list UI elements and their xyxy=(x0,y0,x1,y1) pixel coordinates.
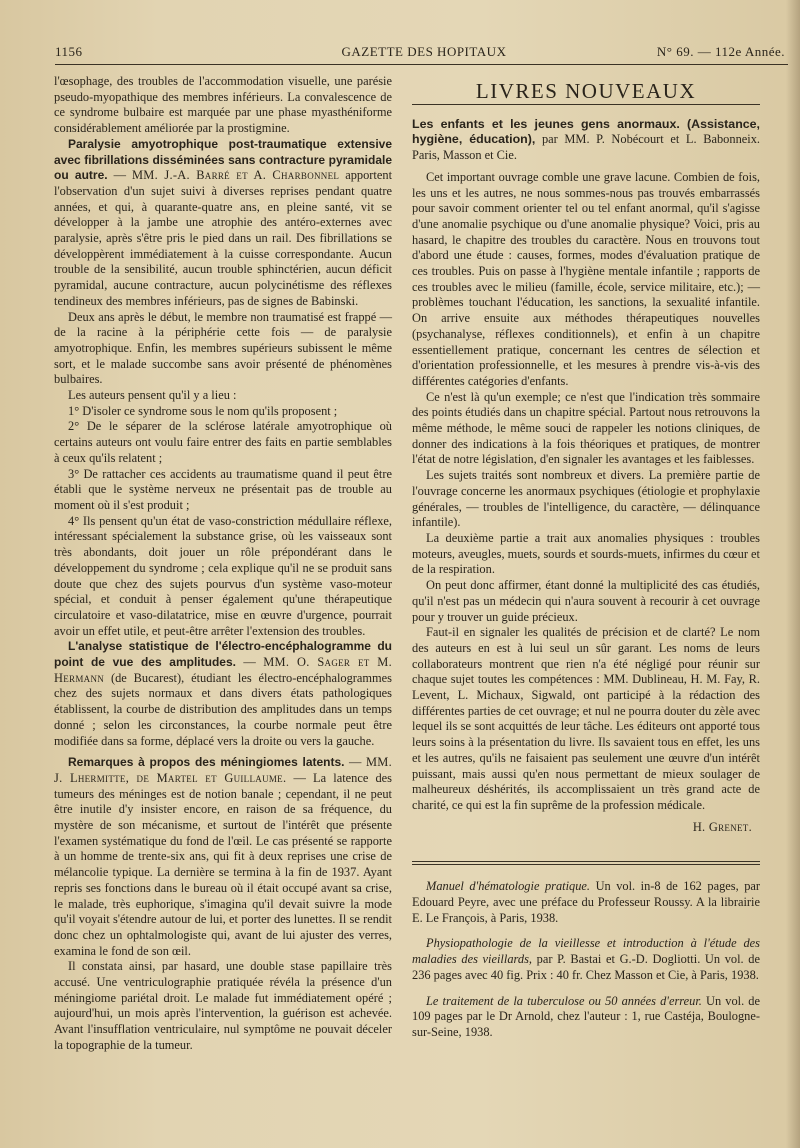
page-spine-shadow xyxy=(786,0,800,1148)
article-heading: Paralysie amyotrophique post-traumatique extensive avec fibrillations disséminées sans contracture pyramidale ou autre. xyxy=(54,136,392,183)
paragraph: Faut-il en signaler les qualités de précision et de clarté? Le nom des auteurs en est à lui seul un sûr garant. Les noms de leurs collaborateurs montrent que rien n'a été négligé pour réunir sur chaque sujet toutes les compétences : MM. Dublineau, H. M. Fay, R. Levent, L. Michaux, Sigwald, ont participé à la rédaction des différentes parties de cet ouvrage; et nul ne pourra douter du zèle avec lequel ils se sont acquittés de leur tâche. Les éditeurs ont apporté tous leurs soins à la présentation du livre. Ils savaient tous en effet, les uns et les autres, qu'ils ne faisaient pas seulement une œuvre d'un intérêt puissant, mais aussi qu'en nous permettant de mieux soulager de malheureux déshérités, ils accomplissaient un très grand acte de charité, ce qui est la fin suprême de la profession médicale. xyxy=(412,625,760,812)
review-signature: H. Grenet. xyxy=(692,819,752,834)
page-number: 1156 xyxy=(55,44,83,59)
paragraph: La deuxième partie a trait aux anomalies physiques : troubles moteurs, aveugles, muets, sourds et sourds-muets, infirmes du cœur et de la respiration. xyxy=(412,530,760,577)
book-entry xyxy=(412,117,760,164)
paragraph-text: La latence des tumeurs des méninges est de notion banale ; cependant, il ne peut être inutile d'y insister encore, en raison de sa fréquence, du mystère de son mécanisme, et surtout de l'intérêt que présente l'examen systématique du fond de l'œil. Le cas présenté se rapporte à un homme de trente-six ans, qui fit à deux reprises une crise de mélancolie typique. La dernière se termina à la fin de 1937. Ayant repris ses fonctions dans le bureau où il était occupé avant sa crise, le malade, très euphorique, s'imagina qu'il devait suivre la mode qu'il voyait s'étendre autour de lui, et porter des lunettes. Il se rendit donc chez un ophtalmologiste qui, avant de lui ajuster des verres, examina le fond de son œil. xyxy=(54,770,392,958)
article-authors: MM. J. Lhermitte, de Martel et Guillaume. xyxy=(54,755,392,785)
running-header xyxy=(55,44,793,62)
list-item: 4° Ils pensent qu'un état de vaso-constriction médullaire réflexe, intéressant spécialement la substance grise, où les vaisseaux sont très abondants, doit jouer un rôle prépondérant dans le développement du syndrome ; cela explique qu'il ne se produit sans doute que chez des sujets pourvus d'un système vaso-moteur spécial, et conduit à penser également qu'une thérapeutique circulatoire et vaso-dilatatrice, mise en œuvre d'urgence, pourrait avoir un effet utile, et peut-être arrêter l'extension des troubles. xyxy=(54,513,392,638)
reference-text: Un vol. in-8 de 162 pages, par Edouard Peyre, avec une préface du Professeur Roussy. A la librairie E. Le François, à Paris, 1938. xyxy=(412,879,761,925)
paragraph: Cet important ouvrage comble une grave lacune. Combien de fois, les uns et les autres, ne nous sommes-nous pas trouvés embarrassés pour savoir comment orienter tel ou tel enfant anormal, qu'il s'agisse d'une anomalie psychique ou d'une anomalie physique? Voici, pris au hasard, le chapitre des troubles du caractère. Nous en trouvons tout d'abord une étude : causes, formes, modes d'évaluation pratique de ces troubles. Puis on passe à l'hygiène mentale infantile ; rapports de ces troubles avec le milieu (famille, école, service militaire, etc.); — problèmes touchant l'éducation, les sanctions, la sexualité infantile. On arrive ensuite aux méthodes thérapeutiques nouvelles (psychanalyse, réflexes conditionnels), et enfin à un chapitre essentiellement pratique, concernant les centres de sélection et d'orientation professionnelle, et les mesures à prendre vis-à-vis des différentes catégories d'enfants. xyxy=(412,169,760,388)
article-paralysie: Paralysie amyotrophique post-traumatique extensive avec fibrillations disséminées sans contracture pyramidale ou autre. — MM. J.-A. Barré et A. Charbonnel apportent l'observation d'un sujet suivi à diverses reprises pendant quatre années, et qui, à quarante-quatre ans, en pleine santé, vit se développer à la jambe une atrophie des antéro-externes avec paralysie, après s'être pris le pied dans un rail. Des fibrillations se développèrent immédiatement à la cuisse correspondante. Aucun trouble de la sensibilité, aucun trouble sphinctérien, aucun déficit pyramidal, aucune contracture, aucun polycinétisme des réflexes tendineux des membres inférieurs, pas de signes de Babinski. xyxy=(54,136,393,308)
paragraph: Il constata ainsi, par hasard, une double stase papillaire très accusé. Une ventriculographie pratiquée révéla la présence d'un méningiome pariétal droit. Le malade fut immédiatement opéré ; aujourd'hui, un mois après l'intervention, la guérison est achevée. Avant l'insufflation ventriculaire, nul symptôme ne pouvait déceler la topographie de la tumeur. xyxy=(54,959,392,1052)
paragraph: Les auteurs pensent qu'il y a lieu : xyxy=(68,388,237,403)
paragraph: Deux ans après le début, le membre non traumatisé est frappé — de la racine à la périphérie cette fois — de paralysie amyotrophique. Enfin, les membres supérieurs subissent le même sort, et le malade succombe sans avoir présenté de phénomènes bulbaires. xyxy=(54,309,392,387)
article-authors: MM. J.-A. Barré et A. Charbonnel xyxy=(131,168,340,183)
paragraph-text: apportent l'observation d'un sujet suivi à diverses reprises pendant quatre années, et qui, à quarante-quatre ans, en pleine santé, vit se développer à la jambe une atrophie des antéro-externes avec paralysie, après s'être pris le pied dans un rail. Des fibrillations se développèrent immédiatement à la cuisse correspondante. Aucun trouble de la sensibilité, aucun trouble sphinctérien, aucun déficit pyramidal, aucune contracture, aucun polycinétisme des réflexes tendineux des membres inférieurs, pas de signes de Babinski. xyxy=(54,168,393,308)
paragraph: Les sujets traités sont nombreux et divers. La première partie de l'ouvrage concerne les anormaux psychiques (étiologie et prophylaxie générales, — troubles de l'intelligence, du caractère, — délinquance infantile). xyxy=(412,468,760,530)
paragraph: Ce n'est là qu'un exemple; ce n'est que l'indication très sommaire des points étudiés dans un chapitre spécial. Partout nous retrouvons la même méthode, le même souci de rappeler les notions cliniques, de donner des indications à la fois théoriques et pratiques, de montrer l'état de notre législation, d'en signaler les avantages et les faiblesses. xyxy=(412,389,760,467)
paragraph: On peut donc affirmer, étant donné la multiplicité des cas étudiés, qu'il n'est pas un médecin qui n'aura souvent à recourir à cet ouvrage pour y trouver un guide précieux. xyxy=(412,578,760,624)
journal-title: GAZETTE DES HOPITAUX xyxy=(341,44,507,59)
section-rule xyxy=(412,104,760,105)
reference-title: Physiopathologie de la vieillesse et introduction à l'étude des maladies des vieillards, xyxy=(412,936,760,967)
header-rule xyxy=(55,64,788,65)
list-item: 1° D'isoler ce syndrome sous le nom qu'ils proposent ; xyxy=(68,403,338,418)
article-meningiomes: Remarques à propos des méningiomes latents. — MM. J. Lhermitte, de Martel et Guillaume. — La latence des tumeurs des méninges est de notion banale ; cependant, il ne peut être inutile d'y insister encore, en raison de sa fréquence, du mystère de son mécanisme, et surtout de l'intérêt que présente l'examen systématique du fond de l'œil. Le cas présenté se rapporte à un homme de trente-six ans, qui fit à deux reprises une crise de mélancolie typique. La dernière se termina à la fin de 1937. Ayant repris ses fonctions dans le bureau où il était occupé avant sa crise, le malade, très euphorique, s'imagina qu'il devait suivre la mode qu'il voyait s'étendre autour de lui, et porter des lunettes. Il se rendit donc chez un ophtalmologiste qui, avant de lui ajuster des verres, examina le fond de son œil. xyxy=(54,755,392,958)
list-item: 3° De rattacher ces accidents au traumatisme quand il peut être établi que le système nerveux ne présentait pas de trouble au moment où il s'est produit ; xyxy=(54,466,392,512)
reference-title: Manuel d'hématologie pratique. xyxy=(426,879,591,894)
book-reference xyxy=(412,879,760,926)
paragraph-text: (de Bucarest), étudiant les électro-encéphalogrammes chez des sujets normaux et dans divers états pathologiques établissent, la courbe de distribution des amplitudes dans un temps donné ; selon les circonstances, la courbe normale peut être modifiée dans sa forme, déplacé vers la droite ou vers la gauche. xyxy=(54,670,392,748)
reference-title: Le traitement de la tuberculose ou 50 années d'erreur. xyxy=(426,993,702,1008)
book-references xyxy=(412,879,760,1040)
article-eeg: L'analyse statistique de l'électro-encéphalogramme du point de vue des amplitudes. — MM. O. Sager et M. Hermann (de Bucarest), étudiant les électro-encéphalogrammes chez des sujets normaux et dans divers états pathologiques établissent, la courbe de distribution des amplitudes dans un temps donné ; selon les circonstances, la courbe normale peut être modifiée dans sa forme, déplacé vers la droite ou vers la gauche. xyxy=(54,639,392,748)
paragraph: l'œsophage, des troubles de l'accommodation visuelle, une parésie pseudo-myopathique des membres inférieurs. La convalescence de ce syndrome bulbaire est marquée par une phase myasthéniforme considérablement améliorée par la prostigmine. xyxy=(54,74,392,136)
left-column xyxy=(54,74,392,1054)
article-heading: Remarques à propos des méningiomes latents. xyxy=(68,755,345,770)
book-reference xyxy=(412,936,760,983)
article-heading: L'analyse statistique de l'électro-encéphalogramme du point de vue des amplitudes. xyxy=(54,639,392,670)
issue-number: N° 69. — 112e Année. xyxy=(656,44,785,59)
reference-text: Un vol. de 109 pages par le Dr Arnold, chez l'auteur : 1, rue Castéja, Boulogne-sur-Seine, 1938. xyxy=(412,993,760,1039)
book-title: Les enfants et les jeunes gens anormaux. (Assistance, hygiène, éducation), xyxy=(412,116,760,147)
article-authors: MM. O. Sager et M. Hermann xyxy=(54,655,392,685)
book-authors: par MM. P. Nobécourt et L. Babonneix. Paris, Masson et Cie. xyxy=(412,132,760,163)
right-column xyxy=(412,74,760,1051)
section-title: LIVRES NOUVEAUX xyxy=(475,79,697,103)
reference-text: par P. Bastai et G.-D. Dogliotti. Un vol. de 236 pages avec 40 fig. Prix : 40 fr. Chez Masson et Cie, à Paris, 1938. xyxy=(412,952,760,982)
double-rule xyxy=(412,861,760,865)
book-reference xyxy=(412,994,760,1041)
list-item: 2° De le séparer de la sclérose latérale amyotrophique où certains auteurs ont voulu faire entrer des faits en partie semblables à ceux qu'ils relatent ; xyxy=(54,419,392,465)
